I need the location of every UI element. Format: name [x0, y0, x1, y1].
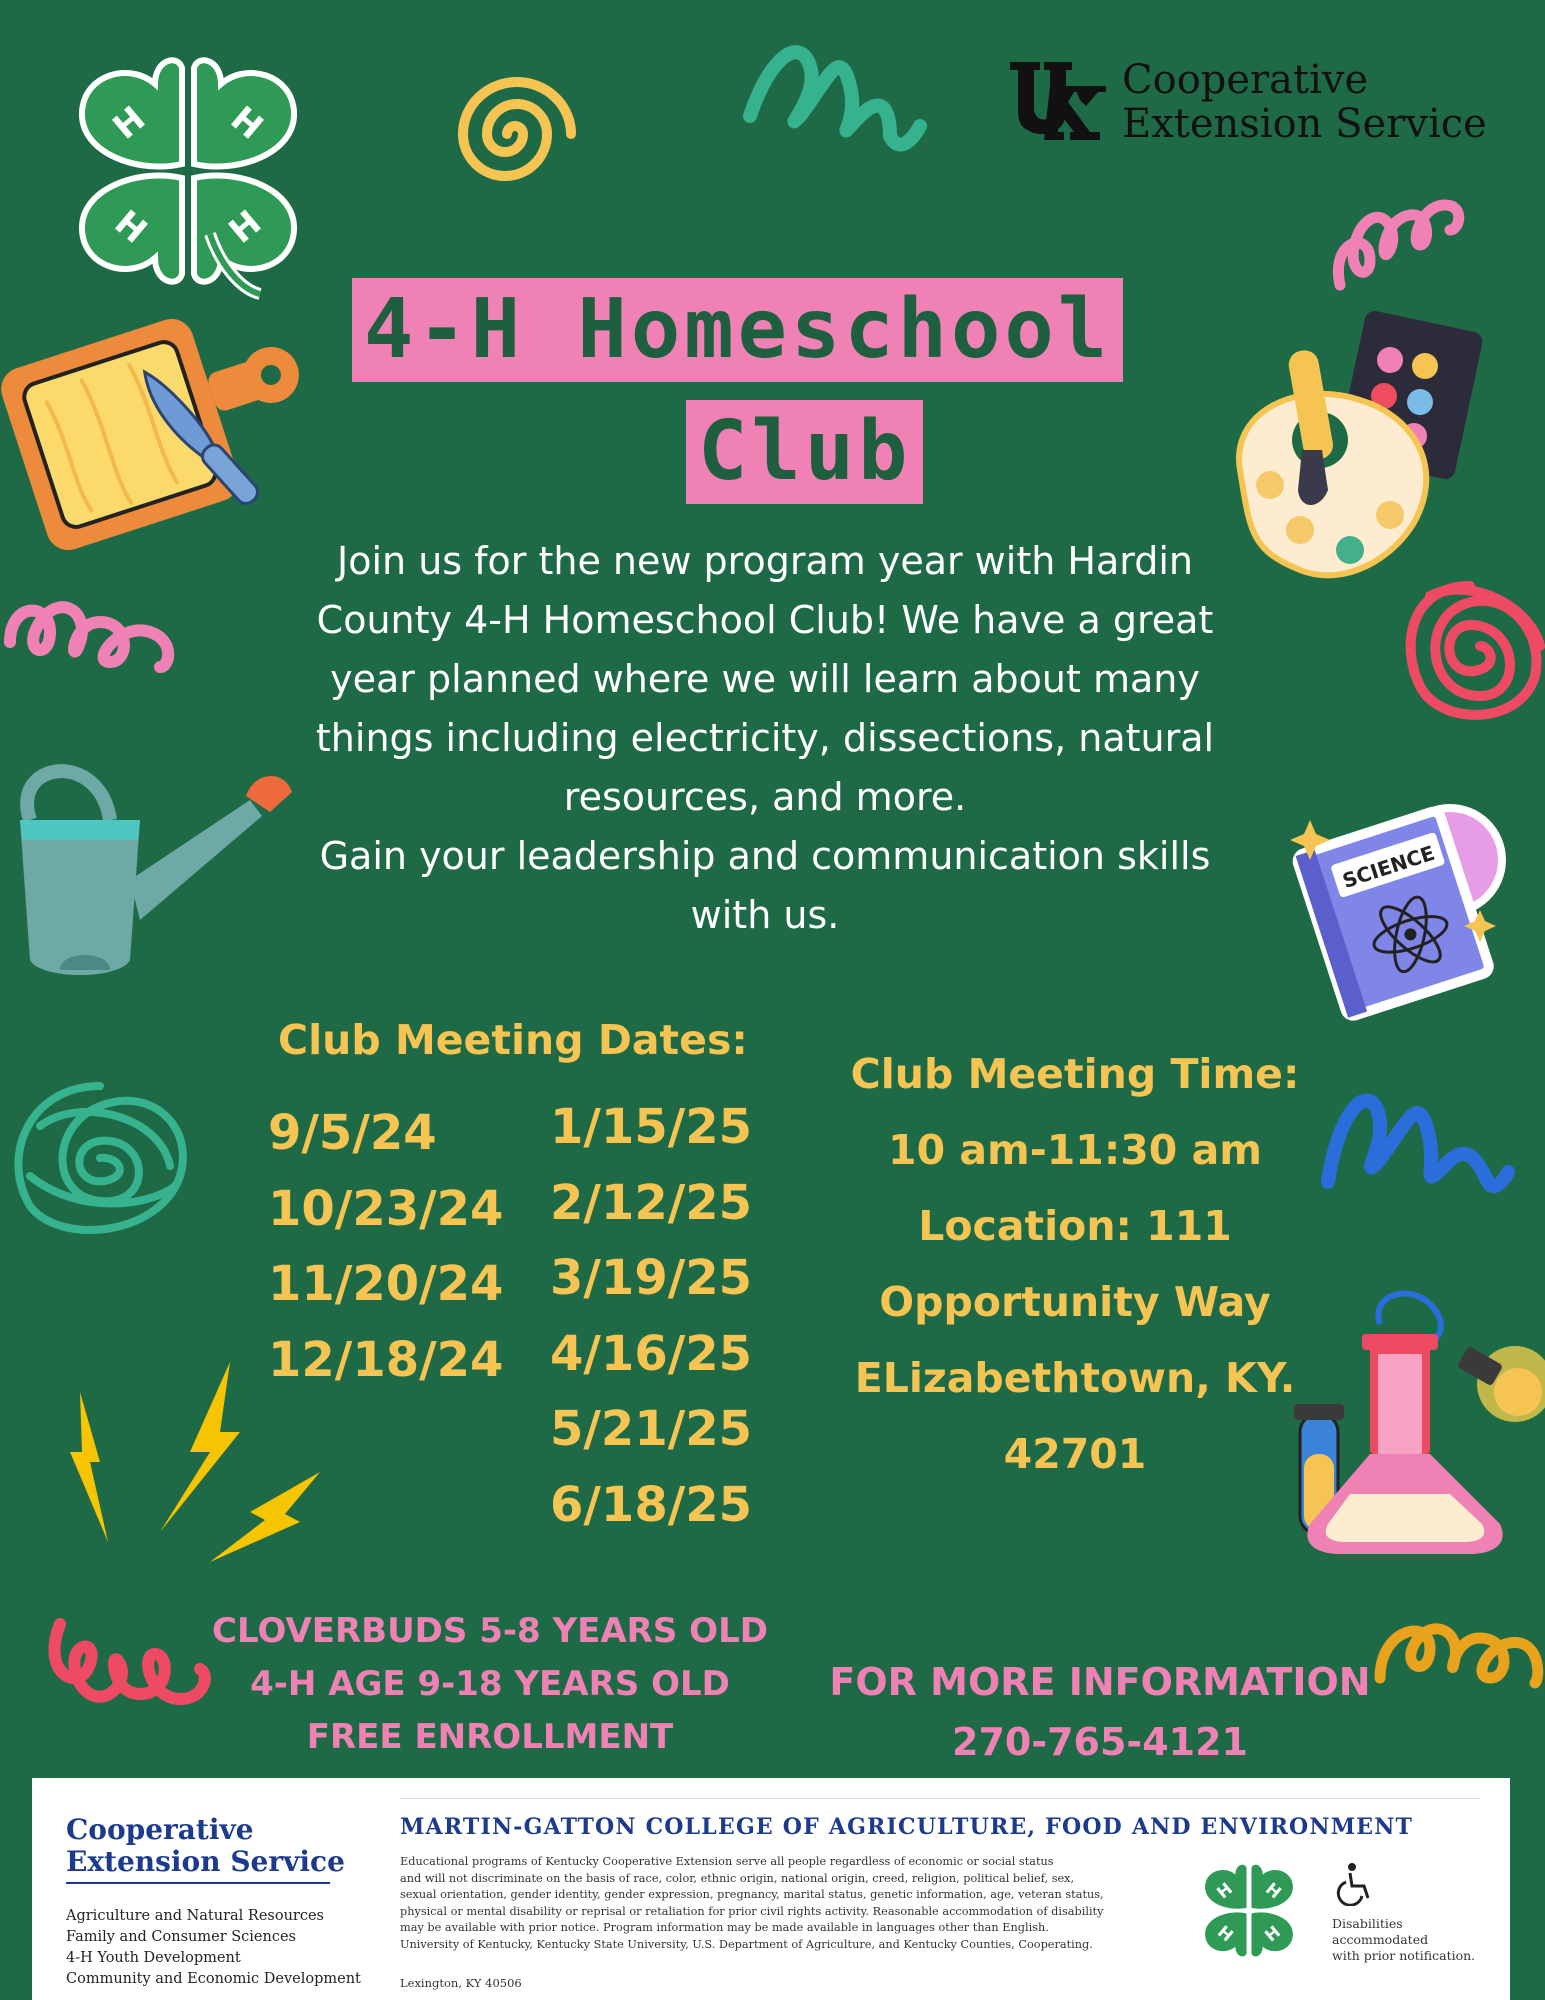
meeting-date: 6/18/25: [550, 1476, 753, 1533]
statement-line: University of Kentucky, Kentucky State University, U.S. Department of Agriculture, and Kentucky Counties, Cooperating.: [400, 1937, 1093, 1951]
location-line: 42701: [1003, 1430, 1147, 1478]
meeting-time-value: 10 am-11:30 am: [888, 1126, 1262, 1174]
logo-line2: Extension Service: [1122, 101, 1487, 147]
intro-line: Gain your leadership and communication skills: [319, 834, 1211, 878]
scribble-icon: [1390, 566, 1545, 736]
disability-line: with prior notification.: [1332, 1948, 1476, 1963]
meeting-date: 12/18/24: [268, 1331, 504, 1388]
intro-line: County 4-H Homeschool Club! We have a great: [316, 598, 1214, 642]
statement-line: and will not discriminate on the basis of race, color, ethnic origin, national origin, creed, religion, political belief, sex,: [400, 1871, 1075, 1885]
program-unit: Community and Economic Development: [66, 1971, 361, 1987]
meeting-date: 3/19/25: [550, 1250, 753, 1306]
statement-line: Educational programs of Kentucky Cooperative Extension serve all people regardless of economic or social status: [400, 1855, 1054, 1868]
scribble-icon: [1330, 190, 1480, 300]
scribble-icon: [1318, 1072, 1518, 1212]
enrollment-line: FREE ENROLLMENT: [306, 1717, 674, 1757]
enrollment-line: 4-H AGE 9-18 YEARS OLD: [250, 1664, 730, 1704]
footer-org-name: [66, 1814, 345, 1878]
svg-text:H: H: [106, 202, 155, 252]
four-h-clover-icon: [60, 44, 316, 300]
meeting-date: 10/23/24: [268, 1180, 504, 1237]
svg-text:H: H: [222, 98, 271, 148]
svg-text:H: H: [105, 98, 154, 148]
disability-note: [1332, 1916, 1475, 1964]
footer-org-line: Cooperative: [66, 1813, 254, 1846]
science-book-icon: [1290, 780, 1510, 1030]
svg-text:H: H: [1261, 1878, 1285, 1903]
beaker-flask-icon: [1270, 1284, 1545, 1564]
enrollment-info: [190, 1605, 790, 1764]
extension-logo: [1010, 58, 1500, 148]
meeting-dates-heading: Club Meeting Dates:: [278, 1016, 748, 1064]
meeting-date: 2/12/25: [550, 1174, 753, 1231]
location-line: Opportunity Way: [879, 1278, 1271, 1326]
statement-line: may be available with prior notice. Program information may be made available in languages other than English.: [400, 1921, 1049, 1934]
svg-text:H: H: [1213, 1878, 1237, 1903]
disability-line: Disabilities: [1332, 1916, 1403, 1931]
scribble-icon: [0, 1066, 200, 1246]
contact-label: FOR MORE INFORMATION: [829, 1660, 1371, 1704]
page-title-line1: 4-H Homeschool: [352, 278, 1123, 382]
meeting-time-heading: Club Meeting Time:: [850, 1050, 1300, 1098]
meeting-date: 4/16/25: [550, 1325, 753, 1382]
statement-line: sexual orientation, gender identity, gender expression, pregnancy, marital status, genetic information, age, veteran status,: [400, 1888, 1104, 1901]
location-line: ELizabethtown, KY.: [854, 1354, 1296, 1402]
wheelchair-icon: [1332, 1862, 1376, 1906]
four-h-clover-icon: [1196, 1858, 1302, 1964]
meeting-time-block: [830, 1036, 1320, 1492]
enrollment-line: CLOVERBUDS 5-8 YEARS OLD: [212, 1611, 768, 1651]
dates-right-column: [550, 1090, 752, 1543]
meeting-date: 9/5/24: [268, 1105, 437, 1161]
intro-line: things including electricity, dissections, natural: [315, 716, 1215, 760]
nondiscrimination-statement: [400, 1854, 1200, 1953]
logo-line1: Cooperative: [1122, 57, 1369, 103]
footer-city: Lexington, KY 40506: [400, 1976, 522, 1990]
contact-phone[interactable]: 270-765-4121: [952, 1720, 1248, 1764]
contact-info: [790, 1652, 1410, 1772]
footer-program-units: [66, 1906, 361, 1990]
scribble-icon: [0, 582, 200, 692]
college-name: MARTIN-GATTON COLLEGE OF AGRICULTURE, FOOD AND ENVIRONMENT: [400, 1814, 1414, 1840]
swirl-icon: [440, 64, 590, 204]
svg-text:SCIENCE: SCIENCE: [1339, 840, 1438, 893]
intro-paragraph: [250, 532, 1280, 945]
scribble-icon: [740, 26, 930, 176]
uk-logo-icon: [1010, 62, 1106, 144]
location-line: Location: 111: [918, 1202, 1232, 1250]
program-unit: 4-H Youth Development: [66, 1950, 241, 1966]
intro-line: year planned where we will learn about many: [330, 657, 1200, 701]
svg-text:H: H: [221, 202, 270, 252]
program-unit: Family and Consumer Sciences: [66, 1929, 296, 1945]
page-title-line2: Club: [686, 400, 923, 504]
lightning-bolt-icon: [60, 1352, 330, 1572]
meeting-date: 5/21/25: [550, 1401, 753, 1457]
program-unit: Agriculture and Natural Resources: [66, 1908, 324, 1924]
footer-org-line: Extension Service: [66, 1845, 345, 1878]
footer-org-underline: [66, 1882, 330, 1884]
intro-line: resources, and more.: [563, 775, 967, 819]
svg-text:H: H: [1213, 1922, 1237, 1946]
footer: [32, 1778, 1510, 2000]
cutting-board-icon: [0, 290, 320, 550]
footer-divider: [400, 1798, 1480, 1799]
meeting-date: 1/15/25: [550, 1099, 753, 1155]
statement-line: physical or mental disability or reprisal or retaliation for prior civil rights activity. Reasonable accommodation of disability: [400, 1904, 1104, 1918]
disability-line: accommodated: [1332, 1932, 1429, 1947]
svg-text:H: H: [1261, 1922, 1285, 1946]
meeting-date: 11/20/24: [268, 1256, 504, 1312]
watering-can-icon: [0, 740, 300, 990]
intro-line: with us.: [690, 893, 840, 937]
intro-line: Join us for the new program year with Hardin: [337, 539, 1193, 583]
